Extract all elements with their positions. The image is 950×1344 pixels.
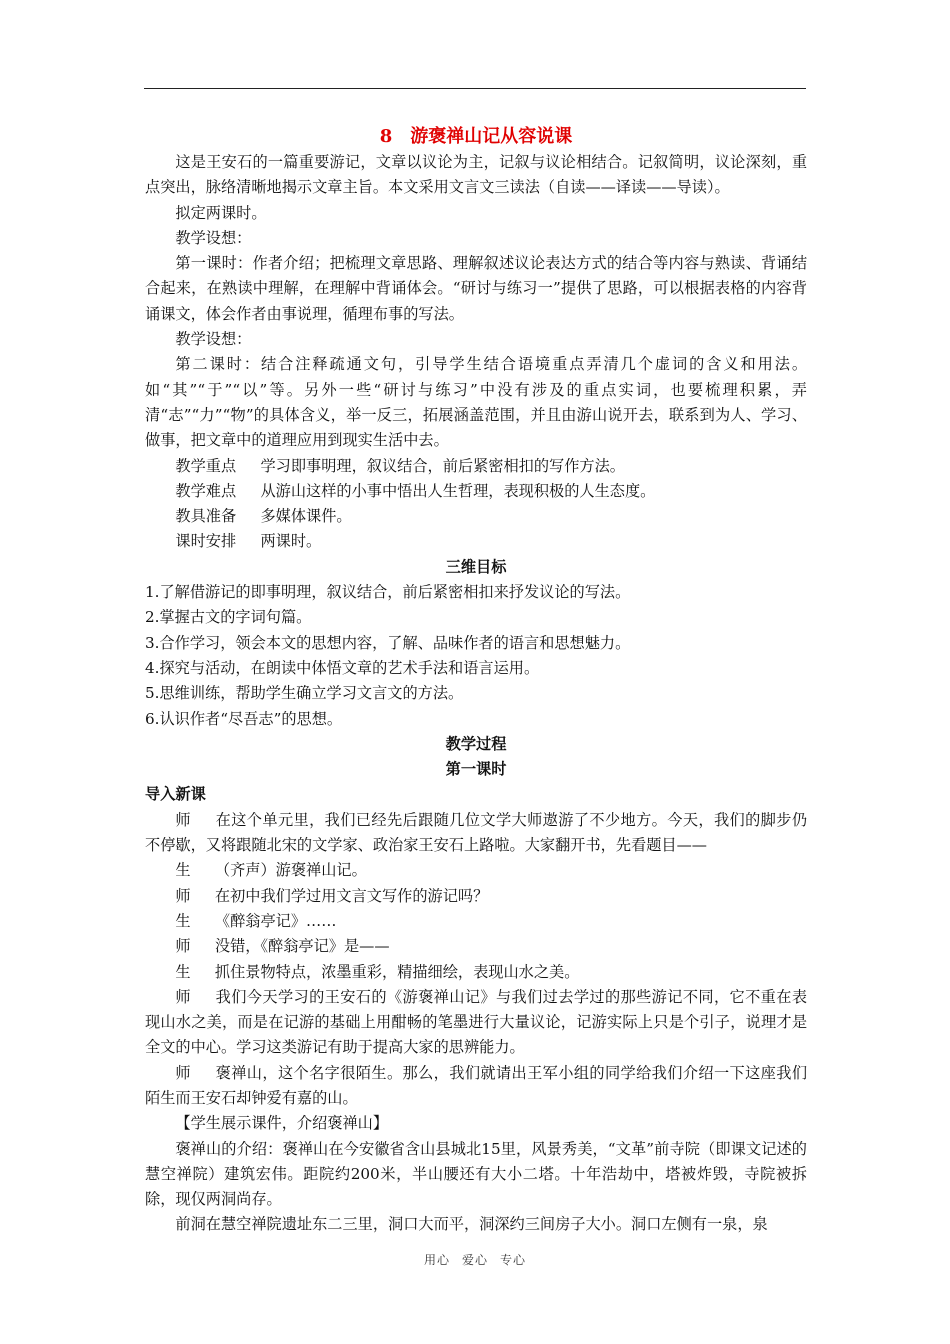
process-heading: 教学过程 (445, 734, 507, 753)
section-heading: 导入新课 (145, 785, 206, 804)
goals-heading: 三维目标 (445, 557, 507, 576)
meta-text: 从游山这样的小事中悟出人生哲理，表现积极的人生态度。 (260, 481, 656, 500)
intro-paragraph: 第二课时：结合注释疏通文句，引导学生结合语境重点弄清几个虚词的含义和用法。如“其”“于”“以”等。另外一些“研讨与练习”中没有涉及的重点实词，也要梳理积累，弄清“志”“力”“物”的具体含义，举一反三，拓展涵盖范围，并且由游山说开去，联系到为人、学习、做事，把文章中的道理应用到现实生活中去。 (145, 355, 807, 450)
speaker: 师 (175, 937, 191, 956)
dialogue-text: 在初中我们学过用文言文写作的游记吗？ (214, 886, 489, 905)
body-paragraph: 前洞在慧空禅院遗址东二三里，洞口大而平，洞深约三间房子大小。洞口左侧有一泉，泉 (175, 1215, 768, 1234)
dialogue-line (145, 934, 807, 959)
goal-item: 2.掌握古文的字词句篇。 (145, 608, 312, 627)
meta-label: 教学难点 (175, 481, 237, 500)
meta-text: 学习即事明理，叙议结合，前后紧密相扣的写作方法。 (260, 456, 625, 475)
goal-item: 5.思维训练，帮助学生确立学习文言文的方法。 (145, 684, 464, 703)
meta-line (145, 529, 807, 554)
dialogue-text: 褒禅山，这个名字很陌生。那么，我们就请出王军小组的同学给我们介绍一下这座我们陌生而王安石却钟爱有嘉的山。 (145, 1063, 808, 1107)
dialogue-line (145, 909, 807, 934)
meta-line (145, 454, 807, 479)
meta-text: 两课时。 (260, 532, 322, 551)
lesson-heading: 第一课时 (445, 760, 507, 779)
dialogue-line (145, 884, 807, 909)
meta-line (145, 504, 807, 529)
speaker: 生 (175, 911, 191, 930)
speaker: 师 (175, 1063, 191, 1082)
speaker: 生 (175, 962, 191, 981)
meta-label: 教具准备 (175, 507, 237, 526)
goal-item: 1.了解借游记的即事明理，叙议结合，前后紧密相扣来抒发议论的写法。 (145, 583, 631, 602)
page-footer (0, 1251, 950, 1268)
goal-item: 3.合作学习，领会本文的思想内容，了解、品味作者的语言和思想魅力。 (145, 633, 631, 652)
dialogue-line (145, 985, 807, 1061)
dialogue-text: 抓住景物特点，浓墨重彩，精描细绘，表现山水之美。 (214, 962, 580, 981)
speaker: 师 (175, 810, 191, 829)
header-rule (144, 88, 806, 89)
intro-paragraph: 拟定两课时。 (175, 203, 267, 222)
meta-label: 教学重点 (175, 456, 237, 475)
intro-paragraph: 这是王安石的一篇重要游记，文章以议论为主，记叙与议论相结合。记叙简明，议论深刻，重点突出，脉络清晰地揭示文章主旨。本文采用文言文三读法（自读——译读——导读）。 (145, 153, 807, 197)
intro-paragraph: 教学设想： (175, 330, 252, 349)
footer-word: 爱心 (461, 1253, 488, 1267)
dialogue-text: 《醉翁亭记》…… (214, 911, 337, 930)
goal-item: 4.探究与活动，在朗读中体悟文章的艺术手法和语言运用。 (145, 658, 540, 677)
meta-label: 课时安排 (175, 532, 237, 551)
speaker: 生 (175, 861, 191, 880)
body-paragraph: 褒禅山的介绍：褒禅山在今安徽省含山县城北15里，风景秀美，“文革”前寺院（即课文记述的慧空禅院）建筑宏伟。距院约200米，半山腰还有大小二塔。十年浩劫中，塔被炸毁，寺院被拆除，现仅两洞尚存。 (145, 1139, 807, 1209)
dialogue-line (145, 960, 807, 985)
page-title: 8 游褒禅山记从容说课 (379, 126, 573, 147)
dialogue-text: 我们今天学习的王安石的《游褒禅山记》与我们过去学过的那些游记不同，它不重在表现山水之美，而是在记游的基础上用酣畅的笔墨进行大量议论，记游实际上只是个引子，说理才是全文的中心。学习这类游记有助于提高大家的思辨能力。 (145, 987, 808, 1057)
intro-paragraph: 教学设想： (175, 228, 252, 247)
bracket-note: 【学生展示课件，介绍褒禅山】 (175, 1114, 389, 1133)
dialogue-text: （齐声）游褒禅山记。 (214, 861, 367, 880)
dialogue-text: 在这个单元里，我们已经先后跟随几位文学大师遨游了不少地方。今天，我们的脚步仍不停歇，又将跟随北宋的文学家、政治家王安石上路啦。大家翻开书，先看题目—— (145, 810, 808, 855)
goal-item: 6.认识作者“尽吾志”的思想。 (145, 709, 343, 728)
dialogue-line (145, 1061, 807, 1112)
speaker: 师 (175, 886, 191, 905)
meta-line (145, 479, 807, 504)
footer-word: 用心 (423, 1253, 450, 1267)
footer-word: 专心 (500, 1253, 527, 1267)
document-body (145, 124, 807, 1238)
dialogue-line (145, 808, 807, 859)
speaker: 师 (175, 987, 191, 1006)
intro-paragraph: 第一课时：作者介绍；把梳理文章思路、理解叙述议论表达方式的结合等内容与熟读、背诵结合起来，在熟读中理解，在理解中背诵体会。“研讨与练习一”提供了思路，可以根据表格的内容背诵课文，体会作者由事说理，循理布事的写法。 (145, 254, 807, 323)
dialogue-line (145, 858, 807, 883)
dialogue-text: 没错，《醉翁亭记》是—— (214, 937, 390, 956)
meta-text: 多媒体课件。 (260, 507, 352, 526)
